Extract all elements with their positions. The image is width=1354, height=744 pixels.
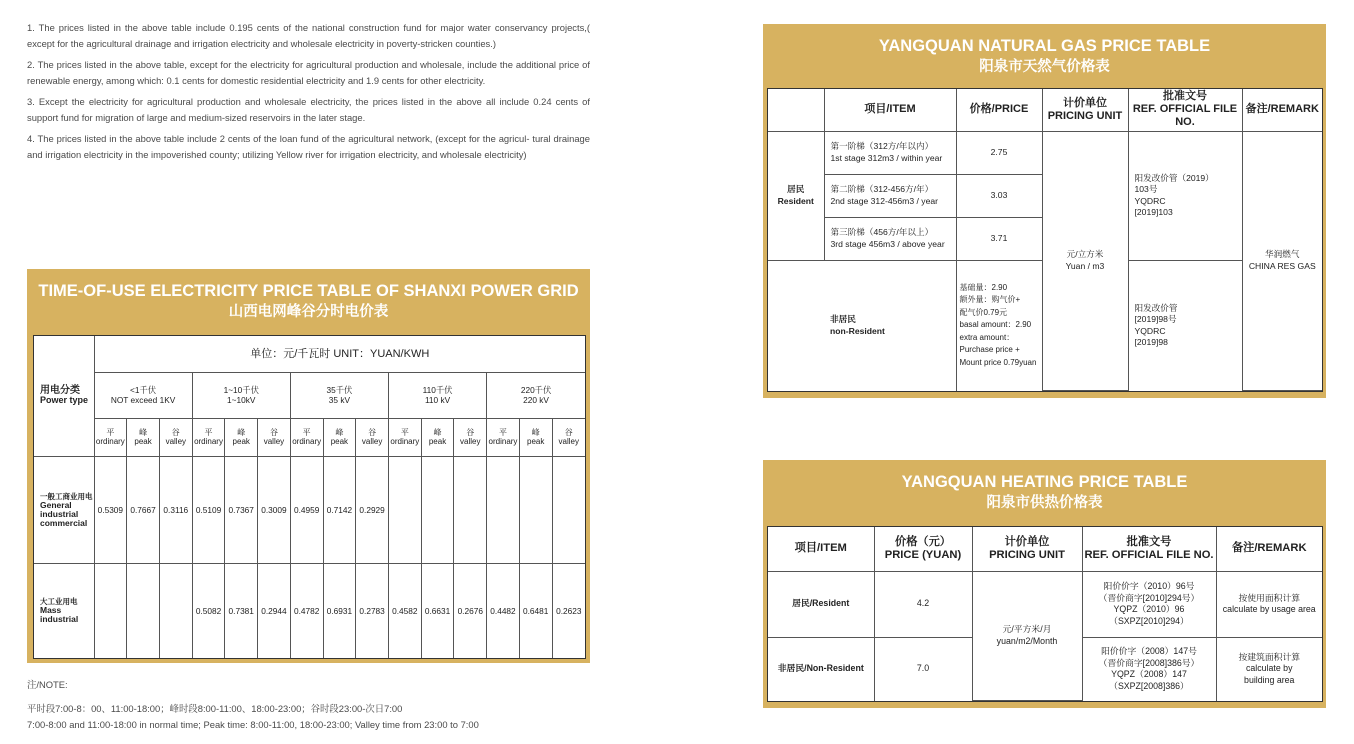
notes xyxy=(27,20,590,168)
heating-resident-remark: 按使用面积计算 calculate by usage area xyxy=(1216,571,1322,637)
gas-nonresident-price: 基础量：2.90 额外量：购气价+ 配气价0.79元 basal amount：2.90 extra amount： Purchase price + Mount price 0.79yuan xyxy=(956,260,1042,391)
price-cell: 0.6631 xyxy=(421,563,454,658)
heating-nonresident-label: 非居民/Non-Resident xyxy=(768,637,874,701)
gas-file-header: 批准文号 REF. OFFICIAL FILE NO. xyxy=(1128,89,1242,131)
note-2: 2. The prices listed in the above table, except for the electricity for agricultural production and wholesale, include the additional price of renewable energy, among which: 0.1 cents for domestic residential electricity and 1.9 cents for other electricity. xyxy=(27,59,590,86)
note-3: 3. Except the electricity for agricultural production and wholesale electricity, the prices listed in the above all include 0.24 cents of support fund for migration of large and medium-sized reservoirs in the later stage. xyxy=(27,96,590,123)
gas-stage-2: 第二阶梯（312-456方/年） 2nd stage 312-456m3 / year xyxy=(824,174,956,217)
period-header: 谷 valley xyxy=(552,418,585,456)
price-cell: 0.7667 xyxy=(127,456,160,563)
note-label: 注/NOTE: xyxy=(27,679,68,690)
price-cell: 0.4782 xyxy=(290,563,323,658)
period-header: 平 ordinary xyxy=(94,418,127,456)
period-header: 平 ordinary xyxy=(388,418,421,456)
voltage-level: <1千伏 NOT exceed 1KV xyxy=(94,372,192,418)
price-cell xyxy=(421,456,454,563)
electricity-table xyxy=(33,335,586,659)
period-header: 峰 peak xyxy=(225,418,258,456)
price-cell: 0.2623 xyxy=(552,563,585,658)
gas-resident-file: 阳发改价管（2019） 103号 YQDRC [2019]103 xyxy=(1128,131,1242,260)
gas-price-header: 价格/PRICE xyxy=(956,89,1042,131)
time-periods-en: 7:00-8:00 and 11:00-18:00 in normal time; Peak time: 8:00-11:00, 18:00-23:00; Valley time from 23:00 to 7:00 xyxy=(27,719,479,730)
heating-table xyxy=(767,526,1323,702)
gas-stage-1-price: 2.75 xyxy=(956,131,1042,174)
price-cell: 0.7142 xyxy=(323,456,356,563)
row-label-general: 一般工商业用电 General industrial commercial xyxy=(34,456,94,563)
period-header: 峰 peak xyxy=(519,418,552,456)
period-header: 峰 peak xyxy=(421,418,454,456)
price-cell: 0.4582 xyxy=(388,563,421,658)
price-cell: 0.5082 xyxy=(192,563,225,658)
price-cell: 0.2929 xyxy=(356,456,389,563)
voltage-level: 110千伏 110 kV xyxy=(388,372,486,418)
price-cell: 0.2783 xyxy=(356,563,389,658)
voltage-level: 1~10千伏 1~10kV xyxy=(192,372,290,418)
period-header: 峰 peak xyxy=(127,418,160,456)
heating-nonresident-file: 阳价价字（2008）147号 （晋价商字[2008]386号） YQPZ（2008）147 （SXPZ[2008]386） xyxy=(1082,637,1216,701)
heating-unit-header: 计价单位 PRICING UNIT xyxy=(972,527,1082,571)
gas-empty-header xyxy=(768,89,824,131)
price-cell: 0.6931 xyxy=(323,563,356,658)
heating-price-header: 价格（元） PRICE (YUAN) xyxy=(874,527,972,571)
price-cell: 0.4482 xyxy=(487,563,520,658)
gas-item-header: 项目/ITEM xyxy=(824,89,956,131)
power-type-header: 用电分类 Power type xyxy=(34,336,94,456)
price-cell xyxy=(487,456,520,563)
price-cell: 0.3009 xyxy=(258,456,291,563)
gas-nonresident-label: 非居民 non-Resident xyxy=(768,260,956,391)
gas-stage-3: 第三阶梯（456方/年以上） 3rd stage 456m3 / above year xyxy=(824,217,956,260)
period-header: 谷 valley xyxy=(159,418,192,456)
period-header: 谷 valley xyxy=(258,418,291,456)
price-cell: 0.4959 xyxy=(290,456,323,563)
heating-nonresident-price: 7.0 xyxy=(874,637,972,701)
voltage-level: 220千伏 220 kV xyxy=(487,372,585,418)
period-header: 平 ordinary xyxy=(290,418,323,456)
heating-panel xyxy=(763,460,1326,708)
price-cell xyxy=(127,563,160,658)
time-periods-zh: 平时段7:00-8：00、11:00-18:00；峰时段8:00-11:00、18:00-23:00；谷时段23:00-次日7:00 xyxy=(27,703,403,714)
period-header: 谷 valley xyxy=(454,418,487,456)
price-cell: 0.5109 xyxy=(192,456,225,563)
gas-stage-1: 第一阶梯（312方/年以内） 1st stage 312m3 / within year xyxy=(824,131,956,174)
period-header: 谷 valley xyxy=(356,418,389,456)
gas-remark: 华润燃气 CHINA RES GAS xyxy=(1242,131,1322,391)
note-4: 4. The prices listed in the above table include 2 cents of the loan fund of the agricultural network, (except for the agricul- tural drainage and irrigation electricity in the impoverished county; utilizing Yellow river for irrigation electricity, and wholesale electricity) xyxy=(27,133,590,160)
heating-title-zh: 阳泉市供热价格表 xyxy=(986,495,1103,511)
price-cell xyxy=(519,456,552,563)
gas-stage-3-price: 3.71 xyxy=(956,217,1042,260)
price-cell xyxy=(552,456,585,563)
price-cell: 0.6481 xyxy=(519,563,552,658)
heating-item-header: 项目/ITEM xyxy=(768,527,874,571)
unit-label: 单位：元/千瓦时 UNIT：YUAN/KWH xyxy=(94,336,585,372)
gas-title-zh: 阳泉市天然气价格表 xyxy=(979,59,1110,75)
price-cell xyxy=(159,563,192,658)
heating-resident-label: 居民/Resident xyxy=(768,571,874,637)
heating-remark-header: 备注/REMARK xyxy=(1216,527,1322,571)
note-1: 1. The prices listed in the above table include 0.195 cents of the national construction fund for major water conservancy projects,( except for the agricultural drainage and irrigation electricity and wholesale electricity in poverty-stricken counties.) xyxy=(27,22,590,49)
price-cell: 0.5309 xyxy=(94,456,127,563)
period-header: 平 ordinary xyxy=(487,418,520,456)
gas-table xyxy=(767,88,1323,392)
heating-resident-price: 4.2 xyxy=(874,571,972,637)
gas-remark-header: 备注/REMARK xyxy=(1242,89,1322,131)
heating-nonresident-remark: 按建筑面积计算 calculate by building area xyxy=(1216,637,1322,701)
gas-stage-2-price: 3.03 xyxy=(956,174,1042,217)
voltage-level: 35千伏 35 kV xyxy=(290,372,388,418)
electricity-title-en: TIME-OF-USE ELECTRICITY PRICE TABLE OF SHANXI POWER GRID xyxy=(38,282,579,300)
price-cell xyxy=(94,563,127,658)
electricity-title-zh: 山西电网峰谷分时电价表 xyxy=(228,304,389,320)
price-cell xyxy=(454,456,487,563)
gas-pricing-unit: 元/立方米 Yuan / m3 xyxy=(1042,131,1128,391)
gas-title-en: YANGQUAN NATURAL GAS PRICE TABLE xyxy=(878,37,1211,55)
price-cell: 0.7367 xyxy=(225,456,258,563)
price-cell: 0.2676 xyxy=(454,563,487,658)
gas-nonresident-file: 阳发改价管 [2019]98号 YQDRC [2019]98 xyxy=(1128,260,1242,391)
gas-panel xyxy=(763,24,1326,398)
price-cell: 0.7381 xyxy=(225,563,258,658)
price-cell xyxy=(388,456,421,563)
row-label-mass: 大工业用电 Mass industrial xyxy=(34,563,94,658)
gas-unit-header: 计价单位 PRICING UNIT xyxy=(1042,89,1128,131)
period-header: 峰 peak xyxy=(323,418,356,456)
heating-file-header: 批准文号 REF. OFFICIAL FILE NO. xyxy=(1082,527,1216,571)
price-cell: 0.2944 xyxy=(258,563,291,658)
gas-resident-label: 居民 Resident xyxy=(768,131,824,260)
price-cell: 0.3116 xyxy=(159,456,192,563)
heating-title-en: YANGQUAN HEATING PRICE TABLE xyxy=(901,473,1188,491)
heating-resident-file: 阳价价字（2010）96号 （晋价商字[2010]294号） YQPZ（2010）96 （SXPZ[2010]294） xyxy=(1082,571,1216,637)
heating-pricing-unit: 元/平方米/月 yuan/m2/Month xyxy=(972,571,1082,701)
period-header: 平 ordinary xyxy=(192,418,225,456)
electricity-panel xyxy=(27,269,590,663)
